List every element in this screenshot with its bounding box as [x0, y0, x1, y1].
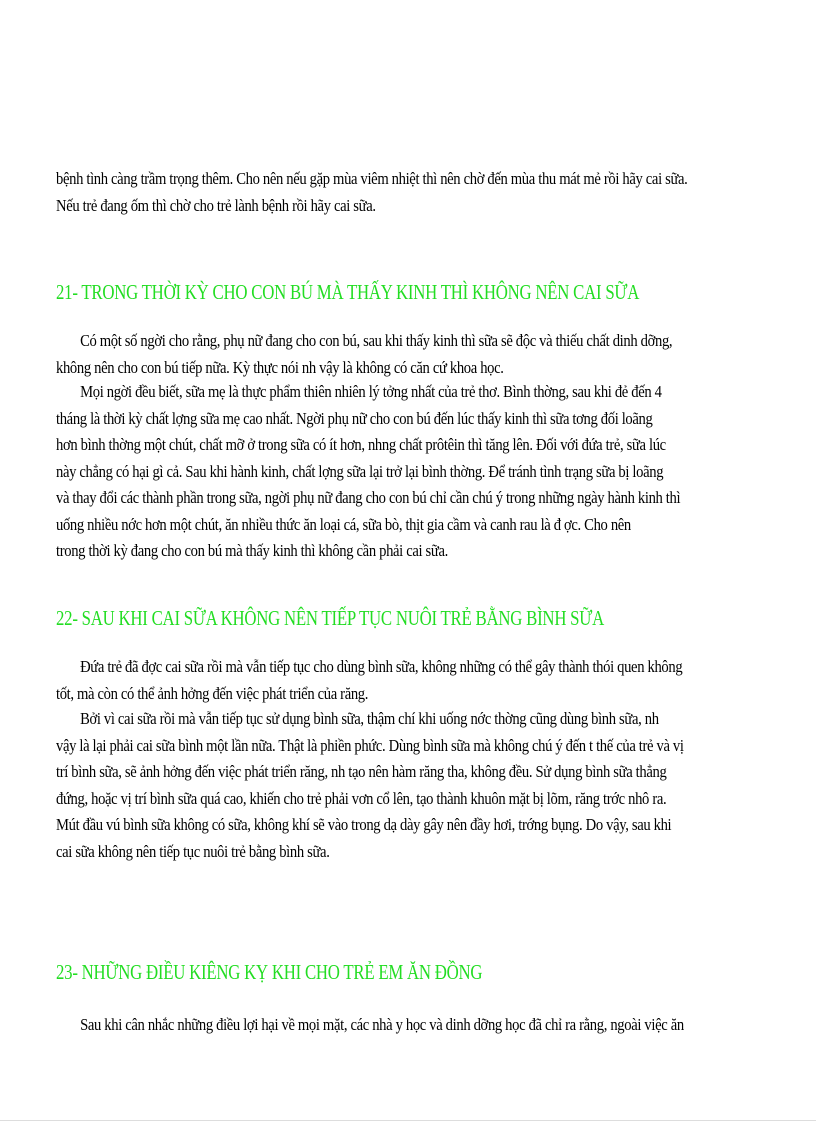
section-21-paragraph-1	[56, 328, 768, 381]
text-line: trong thời kỳ đang cho con bú mà thấy kinh thì không cần phải cai sữa.	[56, 541, 448, 560]
text-line: tốt, mà còn có thể ảnh hởng đến việc phát triển của răng.	[56, 683, 369, 703]
text-line: uống nhiều nớc hơn một chút, ăn nhiều thức ăn loại cá, sữa bò, thịt gia cầm và canh rau là đ ợc. Cho nên	[56, 514, 631, 534]
section-21-paragraph-2	[56, 379, 768, 565]
intro-paragraph	[56, 166, 768, 219]
text-line: Có một số ngời cho rằng, phụ nữ đang cho con bú, sau khi thấy kinh thì sữa sẽ độc và thiếu chất dinh dỡng,	[80, 331, 673, 350]
text-line: Nếu trẻ đang ốm thì chờ cho trẻ lành bệnh rồi hãy cai sữa.	[56, 195, 376, 215]
text-line: tháng là thời kỳ chất lợng sữa mẹ cao nhất. Ngời phụ nữ cho con bú đến lúc thấy kinh thì sữa tơng đối loãng	[56, 408, 653, 428]
text-line: Đứa trẻ đã đợc cai sữa rồi mà vẫn tiếp tục cho dùng bình sữa, không những có thể gây thành thói quen không	[80, 657, 683, 676]
text-line: trí bình sữa, sẽ ảnh hởng đến việc phát triển răng, nh tạo nên hàm răng tha, không đều. Sử dụng bình sữa thẳng	[56, 762, 667, 781]
section-23-heading: 23- NHỮNG ĐIỀU KIÊNG KỴ KHI CHO TRẺ EM ĂN ĐỒNG	[56, 960, 483, 984]
text-line: này chẳng có hại gì cả. Sau khi hành kinh, chất lợng sữa lại trở lại bình thờng. Để tránh tình trạng sữa bị loãng	[56, 461, 664, 481]
section-23-paragraph-1	[56, 1012, 768, 1039]
section-21-heading: 21- TRONG THỜI KỲ CHO CON BÚ MÀ THẤY KINH THÌ KHÔNG NÊN CAI SỮA	[56, 280, 640, 304]
page-bottom-divider	[0, 1120, 816, 1121]
text-line: Mọi ngời đều biết, sữa mẹ là thực phẩm thiên nhiên lý tởng nhất của trẻ thơ. Bình thờng, sau khi đẻ đến 4	[80, 382, 662, 401]
text-line: cai sữa không nên tiếp tục nuôi trẻ bằng bình sữa.	[56, 841, 330, 861]
section-22-heading: 22- SAU KHI CAI SỮA KHÔNG NÊN TIẾP TỤC NUÔI TRẺ BẰNG BÌNH SỮA	[56, 606, 604, 630]
text-line: Mút đầu vú bình sữa không có sữa, không khí sẽ vào trong dạ dày gây nên đầy hơi, trớng bụng. Do vậy, sau khi	[56, 815, 672, 834]
section-22-paragraph-2	[56, 706, 768, 865]
text-line: và thay đổi các thành phần trong sữa, ngời phụ nữ đang cho con bú chỉ cần chú ý trong những ngày hành kinh thì	[56, 488, 681, 507]
text-line: Sau khi cân nhắc những điều lợi hại về mọi mặt, các nhà y học và dinh dỡng học đã chỉ ra rằng, ngoài việc ăn	[80, 1015, 684, 1034]
text-line: đứng, hoặc vị trí bình sữa quá cao, khiến cho trẻ phải vơn cổ lên, tạo thành khuôn mặt bị lõm, răng trớc nhô ra.	[56, 788, 667, 808]
text-line: bệnh tình càng trầm trọng thêm. Cho nên nếu gặp mùa viêm nhiệt thì nên chờ đến mùa thu mát mẻ rồi hãy cai sữa.	[56, 169, 688, 188]
section-22-paragraph-1	[56, 654, 768, 707]
text-line: không nên cho con bú tiếp nữa. Kỳ thực nói nh vậy là không có căn cứ khoa học.	[56, 357, 504, 377]
text-line: vậy là lại phải cai sữa bình một lần nữa. Thật là phiền phức. Dùng bình sữa mà không chú ý đến t thế của trẻ và vị	[56, 735, 684, 755]
text-line: hơn bình thờng một chút, chất mỡ ở trong sữa có ít hơn, nhng chất prôtêin thì tăng lên. Đối với đứa trẻ, sữa lúc	[56, 435, 666, 454]
text-line: Bởi vì cai sữa rồi mà vẫn tiếp tục sử dụng bình sữa, thậm chí khi uống nớc thờng cũng dùng bình sữa, nh	[80, 709, 659, 728]
